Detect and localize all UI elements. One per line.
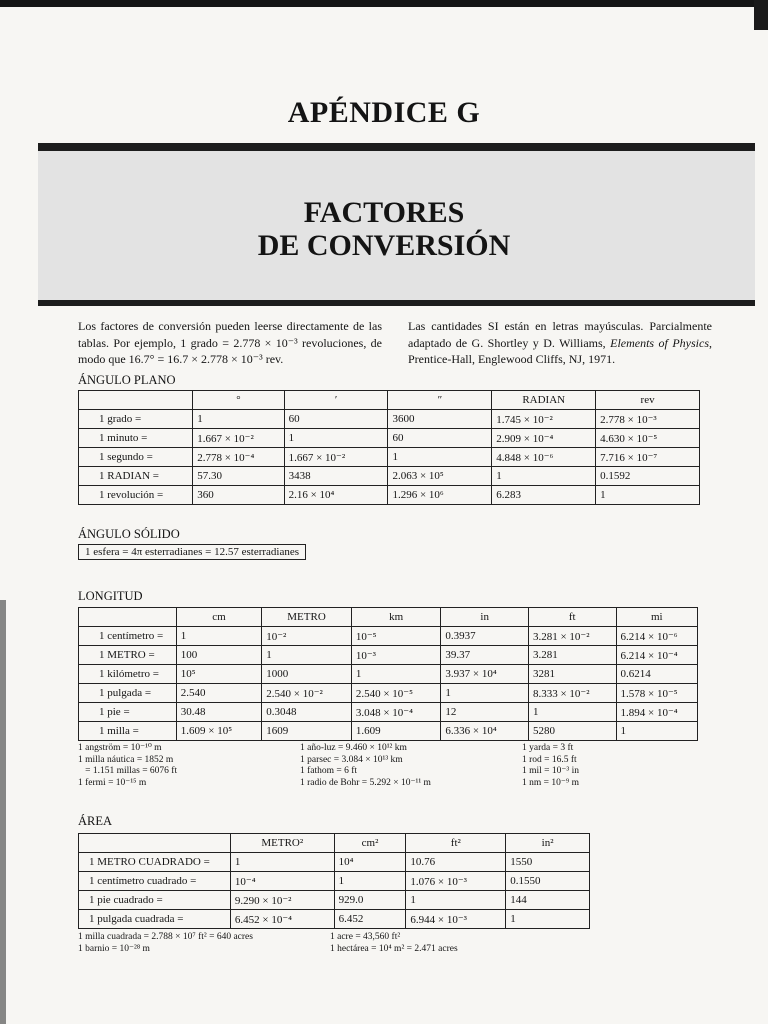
table-cell: 0.1550	[506, 872, 590, 891]
table-cell: 6.214 × 10⁻⁴	[616, 646, 698, 665]
row-label: 1 METRO =	[79, 646, 177, 665]
table-cell: 4.630 × 10⁻⁵	[596, 429, 700, 448]
section-title-angulo-solido: ÁNGULO SÓLIDO	[78, 527, 180, 541]
table-cell: 929.0	[334, 891, 406, 910]
footnote-line: 1 nm = 10⁻⁹ m	[522, 777, 579, 788]
footnote-line: 1 hectárea = 10⁴ m² = 2.471 acres	[330, 943, 458, 954]
table-cell: 1000	[262, 665, 352, 684]
intro-right-book-title: Elements of Physics	[610, 335, 709, 350]
table-cell: 60	[284, 410, 388, 429]
table-cell: 12	[441, 703, 529, 722]
table-row	[79, 853, 590, 872]
table-cell: 1	[351, 665, 441, 684]
footnote-line: 1 radio de Bohr = 5.292 × 10⁻¹¹ m	[300, 777, 431, 788]
table-cell: 3600	[388, 410, 492, 429]
row-label: 1 METRO CUADRADO =	[79, 853, 231, 872]
row-label: 1 segundo =	[79, 448, 193, 467]
table-cell: 1.745 × 10⁻²	[492, 410, 596, 429]
appendix-heading: APÉNDICE G	[287, 96, 481, 129]
table-cell: 39.37	[441, 646, 529, 665]
table-row	[79, 684, 698, 703]
table-cell: 5280	[528, 722, 616, 741]
table-cell: 1	[528, 703, 616, 722]
footnote-line: 1 acre = 43,560 ft²	[330, 932, 401, 942]
table-cell: 9.290 × 10⁻²	[230, 891, 334, 910]
footnote-line: 1 fermi = 10⁻¹⁵ m	[78, 777, 147, 788]
table-cell: 360	[193, 486, 284, 505]
intro-right-text-end: , Prentice-Hall, Englewood Cliffs, NJ, 1971.	[408, 335, 712, 366]
chapter-title	[0, 196, 768, 262]
footnote-line: 1 parsec = 3.084 × 10¹³ km	[300, 754, 403, 765]
table-row	[79, 722, 698, 741]
table-cell: 60	[388, 429, 492, 448]
table-cell: 1.894 × 10⁻⁴	[616, 703, 698, 722]
table-cell: 3281	[528, 665, 616, 684]
column-header: cm²	[334, 834, 406, 853]
table-longitud	[78, 607, 698, 741]
table-cell: 1550	[506, 853, 590, 872]
table-cell: 10⁻⁵	[351, 627, 441, 646]
table-cell: 1	[284, 429, 388, 448]
table-cell: 1.667 × 10⁻²	[284, 448, 388, 467]
area-notes-col2	[330, 932, 458, 955]
row-label: 1 centímetro cuadrado =	[79, 872, 231, 891]
table-cell: 0.6214	[616, 665, 698, 684]
table-row	[79, 910, 590, 929]
table-cell: 1	[616, 722, 698, 741]
table-cell: 10⁻³	[351, 646, 441, 665]
row-label: 1 revolución =	[79, 486, 193, 505]
table-cell: 6.452 × 10⁻⁴	[230, 910, 334, 929]
table-cell: 3.048 × 10⁻⁴	[351, 703, 441, 722]
column-header	[79, 608, 177, 627]
footnote-line: 1 yarda = 3 ft	[522, 743, 574, 753]
column-header	[79, 391, 193, 410]
table-cell: 2.778 × 10⁻⁴	[193, 448, 284, 467]
row-label: 1 pulgada cuadrada =	[79, 910, 231, 929]
table-cell: 1	[441, 684, 529, 703]
table-row	[79, 448, 700, 467]
page-top-edge	[0, 0, 768, 7]
table-cell: 3.281	[528, 646, 616, 665]
table-cell: 1.296 × 10⁶	[388, 486, 492, 505]
table-cell: 2.16 × 10⁴	[284, 486, 388, 505]
table-cell: 0.3048	[262, 703, 352, 722]
longitud-notes-col3	[522, 743, 579, 789]
table-cell: 8.333 × 10⁻²	[528, 684, 616, 703]
row-label: 1 centímetro =	[79, 627, 177, 646]
table-cell: 1.076 × 10⁻³	[406, 872, 506, 891]
table-cell: 0.1592	[596, 467, 700, 486]
column-header: in²	[506, 834, 590, 853]
section-title-angulo-plano: ÁNGULO PLANO	[78, 373, 176, 387]
table-cell: 1	[492, 467, 596, 486]
table-cell: 10⁴	[334, 853, 406, 872]
column-header: rev	[596, 391, 700, 410]
footnote-line: 1 milla cuadrada = 2.788 × 10⁷ ft² = 640 acres	[78, 932, 253, 942]
table-header-row	[79, 391, 700, 410]
footnote-line: 1 barnio = 10⁻²⁸ m	[78, 943, 150, 954]
chapter-title-line1: FACTORES	[303, 196, 465, 229]
row-label: 1 minuto =	[79, 429, 193, 448]
table-row	[79, 486, 700, 505]
table-cell: 144	[506, 891, 590, 910]
table-header-row	[79, 608, 698, 627]
table-cell: 2.540 × 10⁻²	[262, 684, 352, 703]
table-cell: 1609	[262, 722, 352, 741]
row-label: 1 pie cuadrado =	[79, 891, 231, 910]
table-cell: 10.76	[406, 853, 506, 872]
row-label: 1 RADIAN =	[79, 467, 193, 486]
section-title-area: ÁREA	[78, 814, 113, 828]
table-cell: 3.937 × 10⁴	[441, 665, 529, 684]
intro-paragraph-left: Los factores de conversión pueden leerse directamente de las tablas. Por ejemplo, 1 grado = 2.778 × 10⁻³ revoluciones, de modo que 16.7° = 16.7 × 2.778 × 10⁻³ rev.	[78, 319, 382, 366]
table-cell: 6.452	[334, 910, 406, 929]
table-header-row	[79, 834, 590, 853]
table-cell: 1.578 × 10⁻⁵	[616, 684, 698, 703]
table-cell: 6.283	[492, 486, 596, 505]
table-cell: 0.3937	[441, 627, 529, 646]
longitud-notes-col1	[78, 743, 177, 789]
column-header: °	[193, 391, 284, 410]
footnote-line: 1 milla náutica = 1852 m	[78, 754, 174, 765]
table-angulo-plano	[78, 390, 700, 505]
column-header: in	[441, 608, 529, 627]
table-cell: 2.909 × 10⁻⁴	[492, 429, 596, 448]
column-header: METRO²	[230, 834, 334, 853]
table-cell: 1.609 × 10⁵	[176, 722, 262, 741]
footnote-line: = 1.151 millas = 6076 ft	[78, 766, 178, 777]
table-cell: 1	[388, 448, 492, 467]
table-row	[79, 467, 700, 486]
intro-paragraph-right	[408, 318, 712, 368]
footnote-line: 1 mil = 10⁻³ in	[522, 766, 580, 777]
table-cell: 6.214 × 10⁻⁶	[616, 627, 698, 646]
table-cell: 2.540 × 10⁻⁵	[351, 684, 441, 703]
chapter-title-line2: DE CONVERSIÓN	[257, 229, 511, 262]
area-notes-col1	[78, 932, 253, 955]
table-cell: 6.336 × 10⁴	[441, 722, 529, 741]
column-header: ″	[388, 391, 492, 410]
table-cell: 6.944 × 10⁻³	[406, 910, 506, 929]
page-binding-shadow	[0, 600, 6, 1024]
footnote-line: 1 fathom = 6 ft	[300, 766, 358, 777]
table-cell: 10⁻⁴	[230, 872, 334, 891]
table-cell: 4.848 × 10⁻⁶	[492, 448, 596, 467]
table-cell: 10⁻²	[262, 627, 352, 646]
table-cell: 3.281 × 10⁻²	[528, 627, 616, 646]
table-row	[79, 627, 698, 646]
table-cell: 3438	[284, 467, 388, 486]
table-cell: 1	[262, 646, 352, 665]
column-header: ′	[284, 391, 388, 410]
row-label: 1 kilómetro =	[79, 665, 177, 684]
table-cell: 1	[406, 891, 506, 910]
table-row	[79, 703, 698, 722]
table-row	[79, 646, 698, 665]
table-cell: 10⁵	[176, 665, 262, 684]
table-cell: 2.063 × 10⁵	[388, 467, 492, 486]
column-header: RADIAN	[492, 391, 596, 410]
table-row	[79, 872, 590, 891]
column-header: mi	[616, 608, 698, 627]
row-label: 1 grado =	[79, 410, 193, 429]
table-cell: 1	[506, 910, 590, 929]
table-cell: 2.540	[176, 684, 262, 703]
table-cell: 1	[176, 627, 262, 646]
title-band-bottom-rule	[38, 300, 755, 306]
table-row	[79, 429, 700, 448]
table-cell: 1.609	[351, 722, 441, 741]
column-header: METRO	[262, 608, 352, 627]
column-header	[79, 834, 231, 853]
column-header: ft	[528, 608, 616, 627]
row-label: 1 pulgada =	[79, 684, 177, 703]
table-cell: 1.667 × 10⁻²	[193, 429, 284, 448]
table-area	[78, 833, 590, 929]
table-cell: 1	[596, 486, 700, 505]
table-cell: 57.30	[193, 467, 284, 486]
longitud-notes-col2	[300, 743, 431, 789]
footnote-line: 1 angström = 10⁻¹⁰ m	[78, 743, 162, 753]
table-cell: 1	[230, 853, 334, 872]
footnote-line: 1 año-luz = 9.460 × 10¹² km	[300, 743, 407, 753]
column-header: cm	[176, 608, 262, 627]
table-cell: 1	[334, 872, 406, 891]
column-header: ft²	[406, 834, 506, 853]
table-cell: 100	[176, 646, 262, 665]
table-cell: 7.716 × 10⁻⁷	[596, 448, 700, 467]
intro-right-text: Las cantidades SI están en letras mayúsculas. Parcialmente adaptado de G. Shortley y D. Williams,	[408, 319, 712, 350]
table-cell: 30.48	[176, 703, 262, 722]
table-row	[79, 891, 590, 910]
table-cell: 2.778 × 10⁻³	[596, 410, 700, 429]
table-cell: 1	[193, 410, 284, 429]
row-label: 1 pie =	[79, 703, 177, 722]
solid-angle-box: 1 esfera = 4π esterradianes = 12.57 esterradianes	[78, 544, 306, 560]
title-band-top-rule	[38, 143, 755, 151]
column-header: km	[351, 608, 441, 627]
table-row	[79, 665, 698, 684]
row-label: 1 milla =	[79, 722, 177, 741]
table-row	[79, 410, 700, 429]
section-title-longitud: LONGITUD	[78, 589, 143, 603]
page-corner-shadow	[754, 0, 768, 30]
footnote-line: 1 rod = 16.5 ft	[522, 754, 577, 765]
